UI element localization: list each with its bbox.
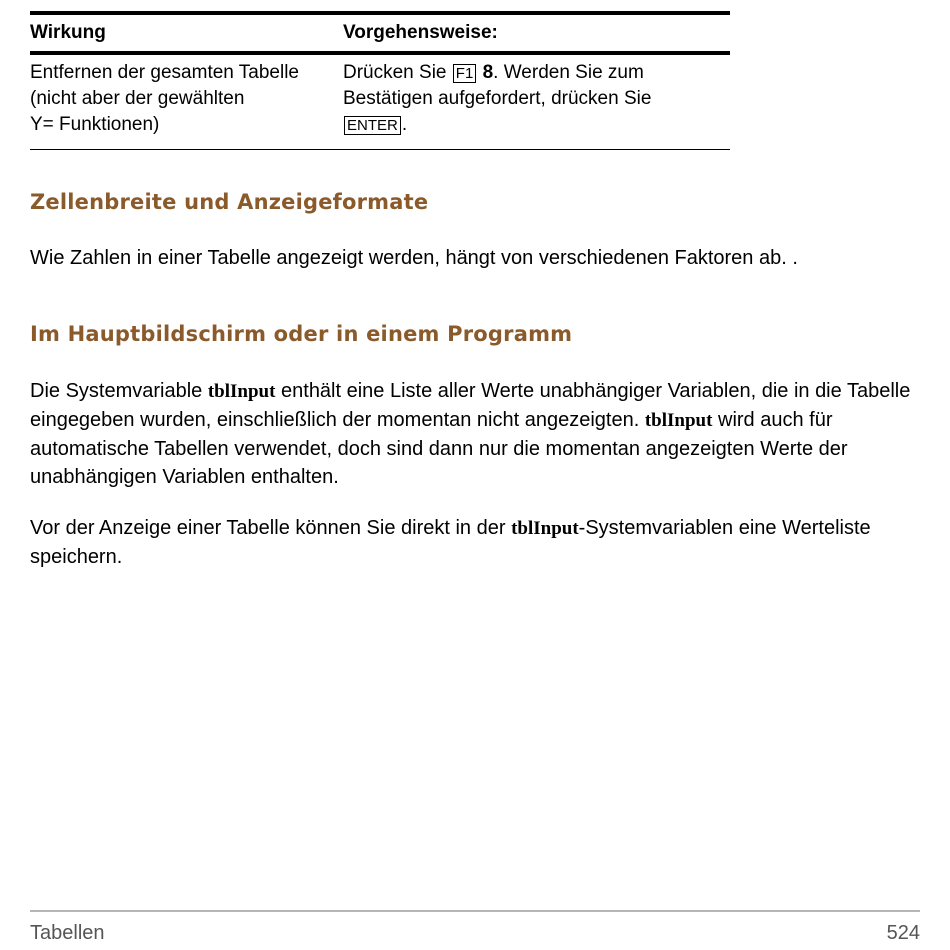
procedure-table	[30, 11, 730, 150]
sysvar-tblinput: tblInput	[644, 410, 713, 431]
effect-line: (nicht aber der gewählten	[30, 88, 245, 109]
effect-line: Y= Funktionen)	[30, 114, 160, 135]
para-text: wird auch für automatische Tabellen verwendet, doch sind dann nur die momentan angezeigten Werte der unabhängigen Variablen enthalten.	[30, 409, 848, 488]
cell-effect	[30, 60, 343, 149]
header-procedure: Vorgehensweise:	[343, 22, 498, 43]
header-effect: Wirkung	[30, 22, 106, 43]
footer-rule	[30, 910, 920, 912]
section-heading-home-screen: Im Hauptbildschirm oder in einem Programm	[30, 322, 573, 346]
para-text: Vor der Anzeige einer Tabelle können Sie direkt in der	[30, 517, 512, 539]
sysvar-tblinput: tblInput	[511, 518, 579, 539]
table-bottom-rule	[30, 149, 730, 150]
section2-paragraph-1	[30, 377, 920, 491]
procedure-text: Drücken Sie	[343, 62, 452, 83]
procedure-text: .	[401, 114, 408, 135]
table-row	[30, 55, 730, 149]
footer-page-number: 524	[886, 922, 920, 944]
section-heading-cell-width: Zellenbreite und Anzeigeformate	[30, 190, 429, 214]
effect-line: Entfernen der gesamten Tabelle	[30, 62, 299, 83]
procedure-line-2: Bestätigen aufgefordert, drücken Sie	[343, 88, 652, 109]
sysvar-tblinput: tblInput	[207, 381, 276, 402]
table-header-row	[30, 15, 730, 51]
section2-paragraph-2	[30, 514, 920, 571]
section1-paragraph: Wie Zahlen in einer Tabelle angezeigt werden, hängt von verschiedenen Faktoren ab. .	[30, 247, 798, 269]
enter-key-icon: ENTER	[344, 116, 401, 135]
f1-key-icon: F1	[453, 64, 477, 83]
para-text: enthält eine Liste aller Werte unabhängiger Variablen, die in die Tabelle eingegeben wurden, einschließlich der momentan nicht angezeigten.	[30, 380, 911, 431]
footer-section-name: Tabellen	[30, 922, 105, 944]
procedure-text: . Werden Sie zum	[493, 62, 644, 83]
para-text: Die Systemvariable	[30, 380, 208, 402]
procedure-line-3	[343, 112, 730, 138]
para-text: -Systemvariablen eine Werteliste speichern.	[30, 517, 871, 568]
bold-digit: 8	[482, 62, 494, 83]
cell-procedure	[343, 60, 730, 149]
procedure-line-1	[343, 60, 730, 86]
